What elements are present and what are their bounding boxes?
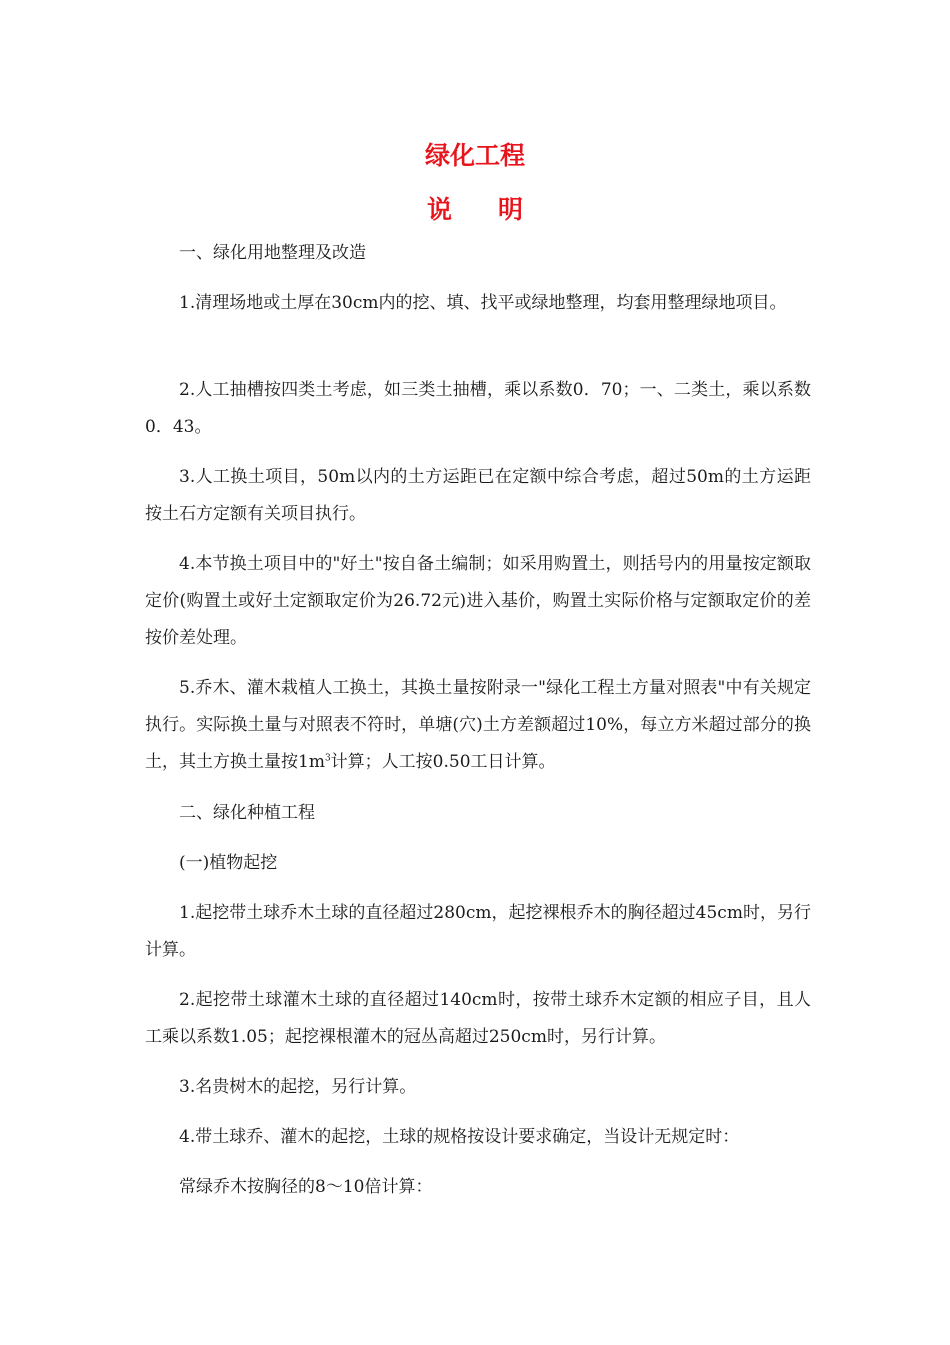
paragraph-1-5 <box>145 670 811 781</box>
section-heading-2: 二、绿化种植工程 <box>179 803 315 823</box>
page-title: 绿化工程 <box>424 141 525 170</box>
paragraph-1-5-tail: 计算；人工按0.50工日计算。 <box>330 752 556 772</box>
paragraph-2-1: 1.起挖带土球乔木土球的直径超过280cm，起挖裸根乔木的胸径超过45cm时，另行计算。 <box>145 903 811 960</box>
paragraph-1-5-text: 5.乔木、灌木栽植人工换土，其换土量按附录一"绿化工程土方量对照表"中有关规定执行。实际换土量与对照表不符时，单塘(穴)土方差额超过10%，每立方米超过部分的换土，其土方换土量按1m <box>145 678 811 772</box>
section-heading-1: 一、绿化用地整理及改造 <box>179 243 366 263</box>
paragraph-2-4: 4.带土球乔、灌木的起挖，土球的规格按设计要求确定，当设计无规定时： <box>179 1127 740 1147</box>
paragraph-1-2: 2.人工抽槽按四类土考虑，如三类土抽槽，乘以系数0．70；一、二类土，乘以系数0．43。 <box>145 380 811 437</box>
paragraph-2-2: 2.起挖带土球灌木土球的直径超过140cm时，按带土球乔木定额的相应子目，且人工乘以系数1.05；起挖裸根灌木的冠丛高超过250cm时，另行计算。 <box>145 990 811 1047</box>
paragraph-2-5: 常绿乔木按胸径的8～10倍计算： <box>179 1177 433 1197</box>
subsection-heading-1: (一)植物起挖 <box>179 853 278 873</box>
page-subtitle: 说明 <box>426 195 569 224</box>
cubic-superscript: 3 <box>324 753 331 764</box>
paragraph-1-1: 1.清理场地或土厚在30cm内的挖、填、找平或绿地整理，均套用整理绿地项目。 <box>179 293 787 313</box>
paragraph-1-4: 4.本节换土项目中的"好土"按自备土编制；如采用购置土，则括号内的用量按定额取定价(购置土或好土定额取定价为26.72元)进入基价，购置土实际价格与定额取定价的差按价差处理。 <box>145 554 811 648</box>
paragraph-1-3: 3.人工换土项目，50m以内的土方运距已在定额中综合考虑，超过50m的土方运距按土石方定额有关项目执行。 <box>145 467 811 524</box>
paragraph-2-3: 3.名贵树木的起挖，另行计算。 <box>179 1077 417 1097</box>
